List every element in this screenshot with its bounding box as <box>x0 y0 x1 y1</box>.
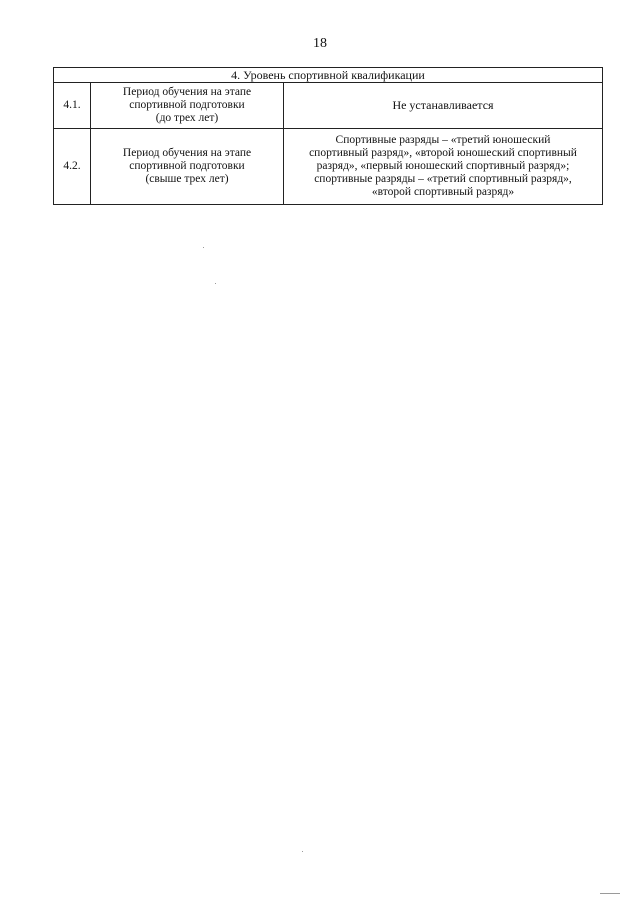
value-line: Спортивные разряды – «третий юношеский <box>335 134 551 146</box>
scan-speck <box>215 283 216 284</box>
value-cell <box>284 83 603 129</box>
section-title: 4. Уровень спортивной квалификации <box>54 68 603 83</box>
value-line: Не устанавливается <box>392 98 494 112</box>
table-row <box>54 129 603 205</box>
row-number: 4.1. <box>54 83 91 129</box>
value-line: спортивные разряды – «третий спортивный разряд», <box>314 173 572 185</box>
row-number: 4.2. <box>54 129 91 205</box>
period-line: спортивной подготовки <box>129 160 245 172</box>
period-cell <box>91 129 284 205</box>
value-line: разряд», «первый юношеский спортивный разряд»; <box>316 160 570 172</box>
value-cell <box>284 129 603 205</box>
scan-speck <box>600 893 620 894</box>
period-line: Период обучения на этапе <box>122 147 252 159</box>
period-cell <box>91 83 284 129</box>
table-row <box>54 83 603 129</box>
period-line: спортивной подготовки <box>129 99 245 111</box>
period-line: Период обучения на этапе <box>122 86 252 98</box>
value-line: спортивный разряд», «второй юношеский спортивный <box>309 147 577 159</box>
page-number: 18 <box>313 36 327 51</box>
period-line: (свыше трех лет) <box>145 173 229 185</box>
qualification-table <box>53 67 603 205</box>
value-line: «второй спортивный разряд» <box>371 186 515 198</box>
period-line: (до трех лет) <box>155 112 219 124</box>
table-section-row <box>54 68 603 83</box>
scan-speck <box>302 851 303 852</box>
scan-speck <box>203 247 204 248</box>
